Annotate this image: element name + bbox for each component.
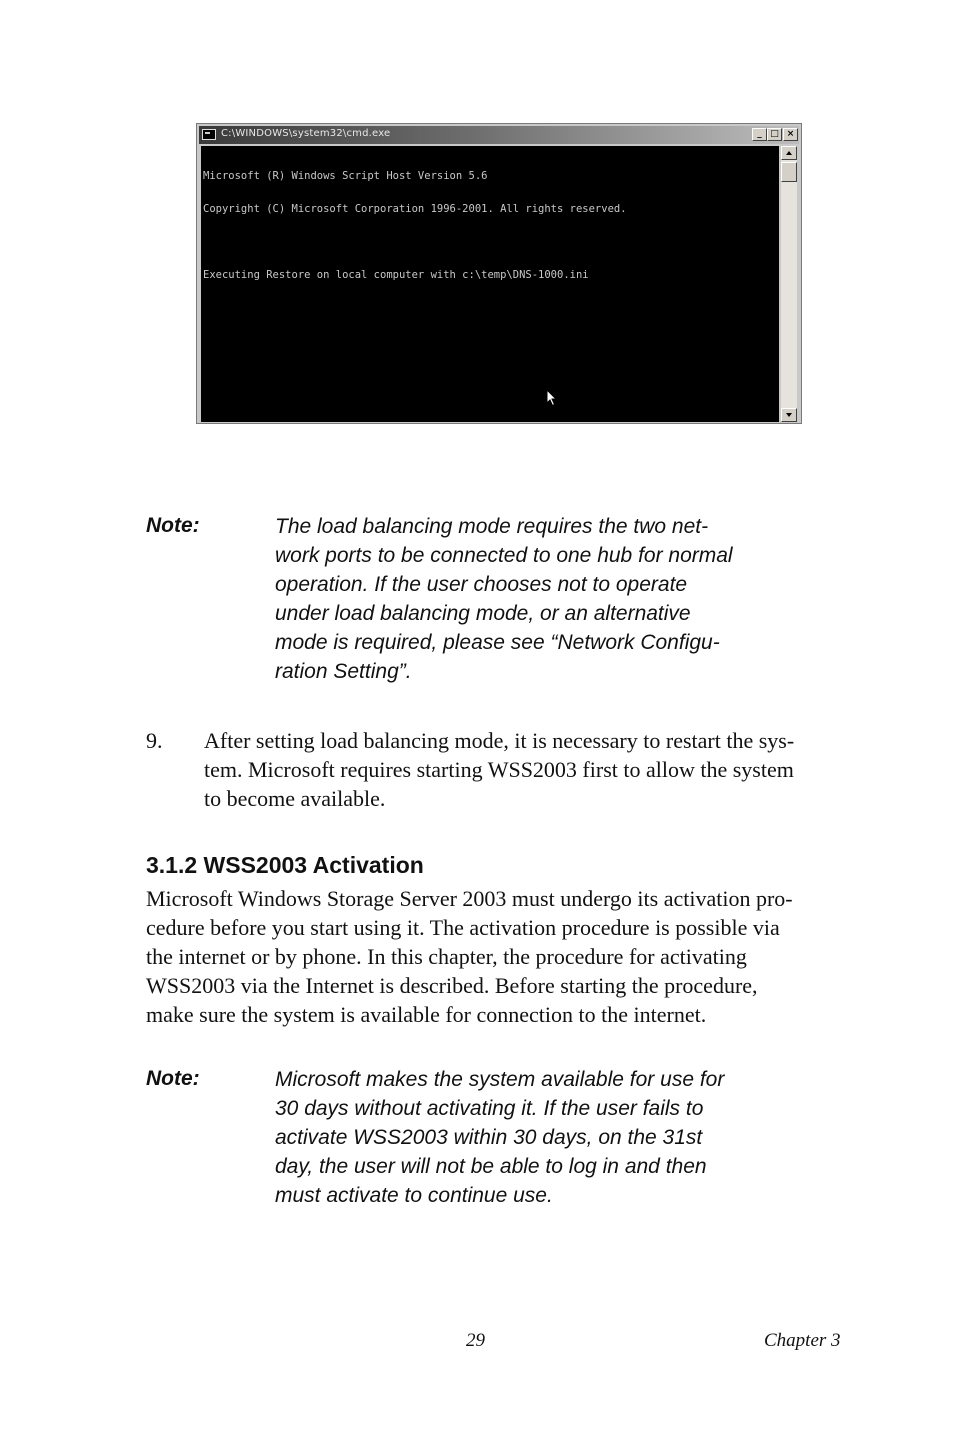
console-line: Microsoft (R) Windows Script Host Version 5.6 <box>203 170 488 182</box>
scroll-thumb[interactable] <box>781 162 797 182</box>
note-text <box>275 1065 815 1210</box>
console-scrollbar[interactable] <box>781 146 797 422</box>
note-line: ration Setting”. <box>275 660 412 683</box>
note-label: Note: <box>146 514 200 537</box>
section-heading: 3.1.2 WSS2003 Activation <box>146 852 424 878</box>
console-titlebar <box>199 126 799 144</box>
console-output <box>201 146 779 422</box>
console-line: Executing Restore on local computer with c:\temp\DNS-1000.ini <box>203 269 589 281</box>
page-number: 29 <box>466 1330 485 1351</box>
console-line <box>203 237 779 248</box>
step-number: 9. <box>146 728 163 753</box>
note-line: The load balancing mode requires the two net- <box>275 515 709 538</box>
step-text <box>204 726 794 813</box>
paragraph-line: cedure before you start using it. The activation procedure is possible via <box>146 915 780 940</box>
step-line: tem. Microsoft requires starting WSS2003 first to allow the system <box>204 757 794 782</box>
note-line: activate WSS2003 within 30 days, on the 31st <box>275 1126 703 1149</box>
note-text <box>275 512 815 686</box>
console-line: Copyright (C) Microsoft Corporation 1996-2001. All rights reserved. <box>203 203 627 215</box>
console-window-screenshot <box>196 123 802 424</box>
paragraph-line: the internet or by phone. In this chapter, the procedure for activating <box>146 944 747 969</box>
mouse-cursor-icon <box>546 389 558 407</box>
paragraph-line: Microsoft Windows Storage Server 2003 must undergo its activation pro- <box>146 886 793 911</box>
maximize-button[interactable]: □ <box>767 128 782 141</box>
paragraph-line: WSS2003 via the Internet is described. Before starting the procedure, <box>146 973 758 998</box>
note-line: work ports to be connected to one hub for normal <box>275 544 733 567</box>
scroll-up-icon[interactable] <box>781 146 797 160</box>
note-line: operation. If the user chooses not to operate <box>275 573 688 596</box>
note-line: must activate to continue use. <box>275 1184 553 1207</box>
paragraph-line: make sure the system is available for connection to the internet. <box>146 1002 707 1027</box>
note-line: day, the user will not be able to log in and then <box>275 1155 707 1178</box>
note-line: mode is required, please see “Network Configu- <box>275 631 720 654</box>
note-line: under load balancing mode, or an alternative <box>275 602 691 625</box>
command-prompt-icon <box>202 129 216 140</box>
step-line: to become available. <box>204 786 386 811</box>
note-line: Microsoft makes the system available for use for <box>275 1068 725 1091</box>
scroll-down-icon[interactable] <box>781 408 797 422</box>
step-line: After setting load balancing mode, it is necessary to restart the sys- <box>204 728 795 753</box>
close-button[interactable]: × <box>783 128 798 141</box>
chapter-label: Chapter 3 <box>764 1330 841 1351</box>
section-paragraph <box>146 884 793 1029</box>
minimize-button[interactable]: _ <box>752 128 767 141</box>
note-label: Note: <box>146 1067 200 1090</box>
note-line: 30 days without activating it. If the user fails to <box>275 1097 704 1120</box>
console-window-title: C:\WINDOWS\system32\cmd.exe <box>221 128 391 139</box>
